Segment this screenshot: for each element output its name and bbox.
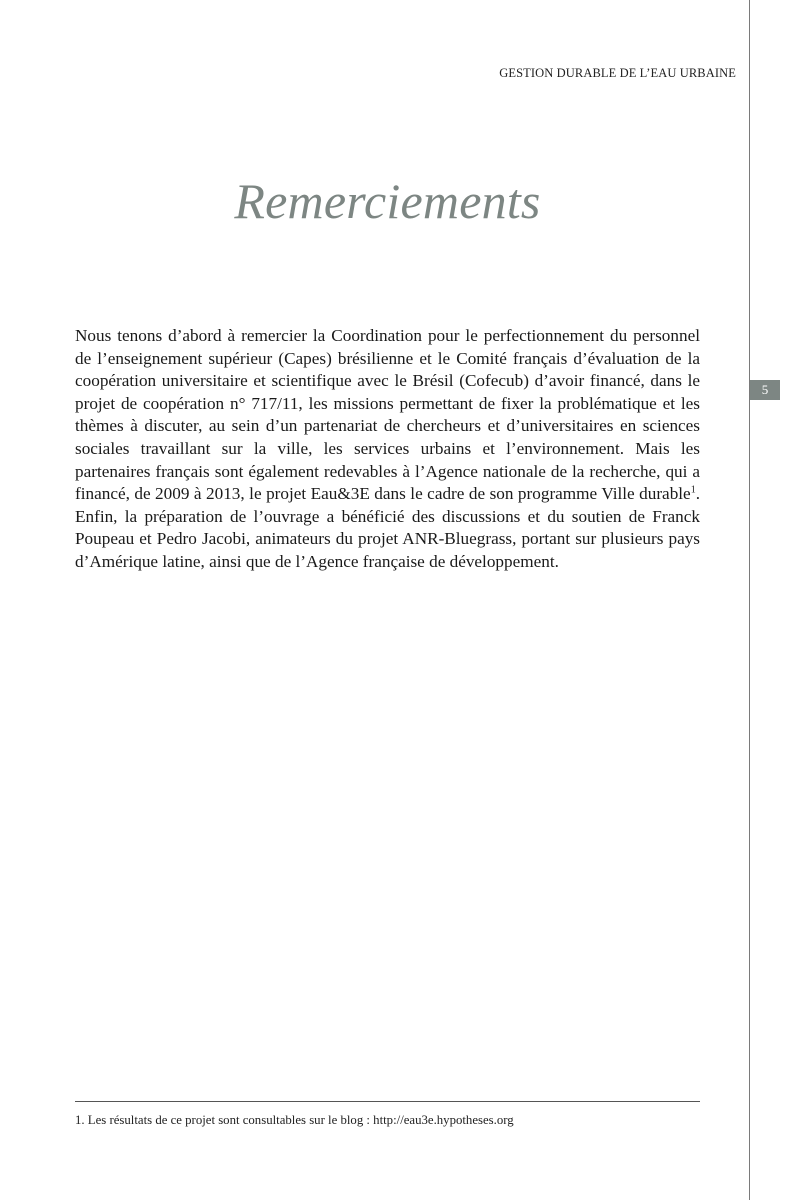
page-number-tab: 5 <box>750 380 780 400</box>
footnote: 1. Les résultats de ce projet sont consultables sur le blog : http://eau3e.hypotheses.org <box>75 1113 514 1127</box>
acknowledgements-paragraph <box>75 325 700 574</box>
paragraph-text-part-2: . Enfin, la préparation de l’ouvrage a bénéficié des discussions et du soutien de Franck Poupeau et Pedro Jacobi, animateurs du projet ANR-Bluegrass, portant sur plusieurs pays d’Amérique latine, ainsi que de l’Agence française de développement. <box>75 484 700 571</box>
chapter-title: Remerciements <box>234 173 541 229</box>
footnote-divider <box>75 1101 700 1102</box>
paragraph-text-part-1: Nous tenons d’abord à remercier la Coordination pour le perfectionnement du personnel de l’enseignement supérieur (Capes) brésilienne et le Comité français d’évaluation de la coopération universitaire et scientifique avec le Brésil (Cofecub) d’avoir financé, dans le projet de coopération n° 717/11, les missions permettant de fixer la problématique et les thèmes à discuter, au sein d’un partenariat de chercheurs et d’universitaires en sciences sociales travaillant sur la ville, les services urbains et l’environnement. Mais les partenaires français sont également redevables à l’Agence nationale de la recherche, qui a financé, de 2009 à 2013, le projet Eau&3E dans le cadre de son programme Ville durable <box>75 326 700 504</box>
running-header: GESTION DURABLE DE L’EAU URBAINE <box>499 66 736 80</box>
footnote-reference[interactable]: 1 <box>690 484 696 496</box>
